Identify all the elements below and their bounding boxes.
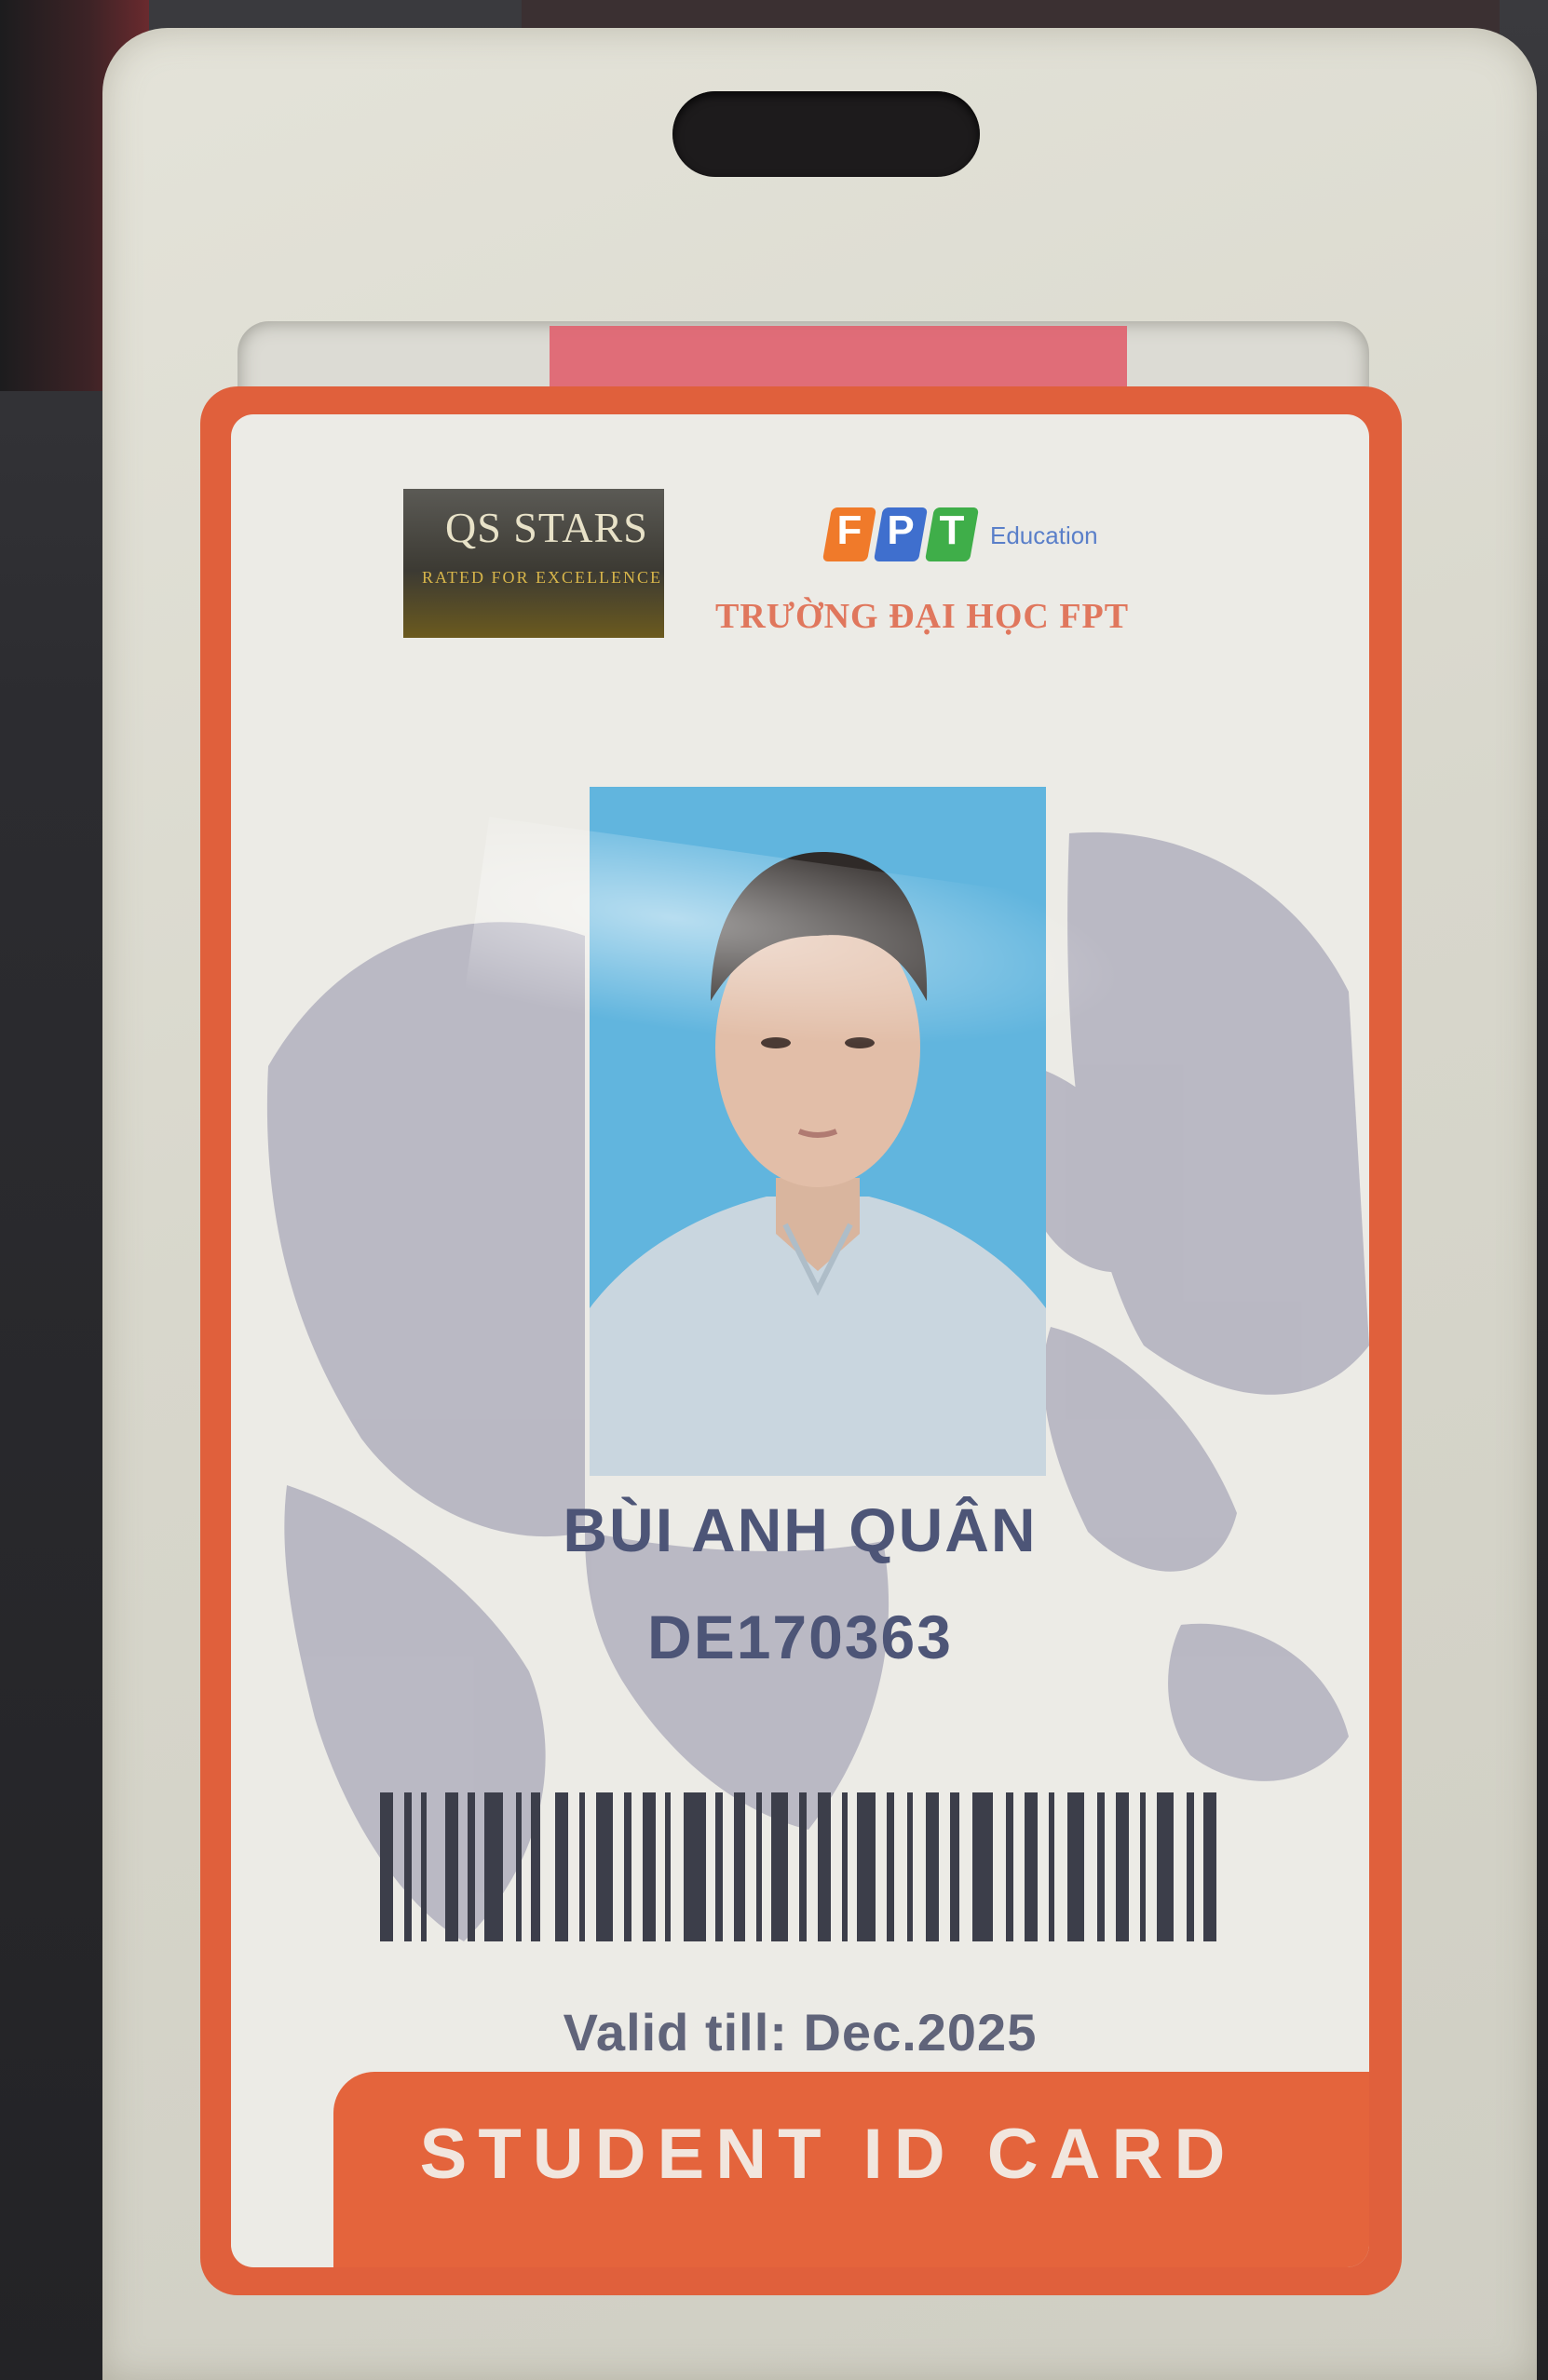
qs-stars-logo-subtext: RATED FOR EXCELLENCE [422, 568, 662, 587]
student-id-number: DE170363 [647, 1602, 953, 1671]
fpt-logo-letter-f: F [836, 507, 862, 553]
valid-till-date: Valid till: Dec.2025 [563, 2003, 1038, 2062]
student-barcode [380, 1792, 1218, 1941]
student-id-card [231, 414, 1369, 2267]
qs-stars-logo-text: QS STARS [445, 504, 648, 551]
fpt-logo-letter-p: P [887, 507, 915, 553]
lanyard-slot [672, 91, 980, 177]
fpt-logo-letter-t: T [939, 507, 965, 553]
card-type-label: STUDENT ID CARD [419, 2115, 1237, 2194]
fpt-education-label: Education [990, 521, 1098, 549]
student-name: BÙI ANH QUÂN [563, 1495, 1038, 1564]
university-name: TRƯỜNG ĐẠI HỌC FPT [715, 597, 1130, 636]
